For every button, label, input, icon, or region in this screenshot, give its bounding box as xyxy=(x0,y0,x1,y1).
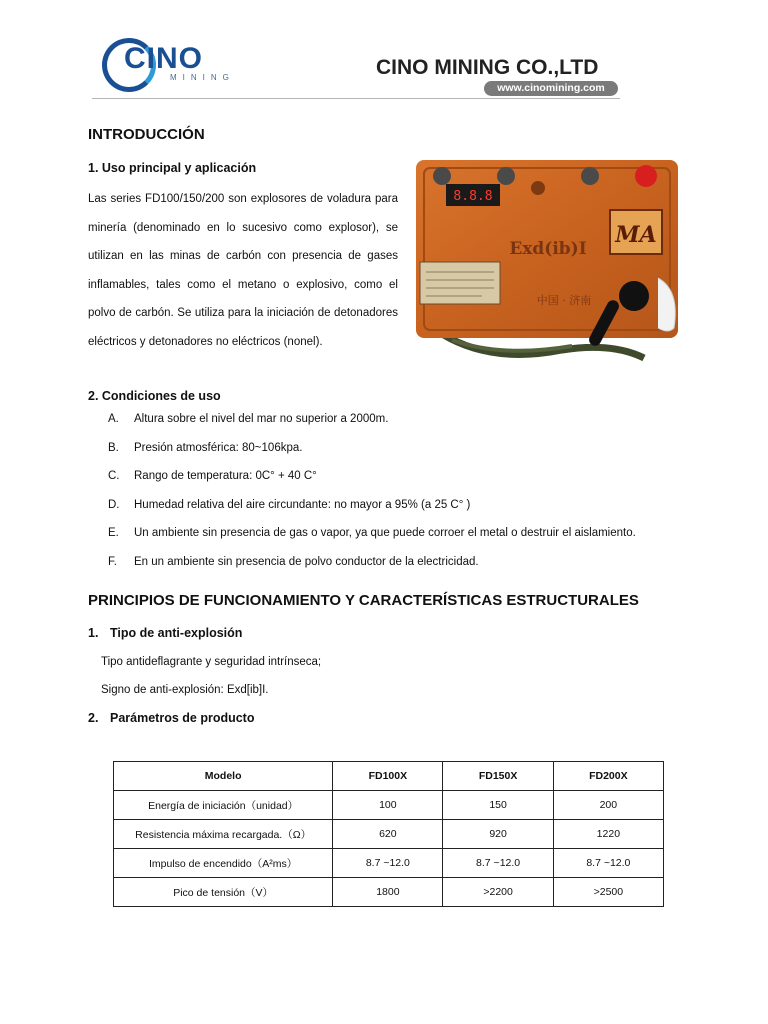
table-header-cell: FD100X xyxy=(333,762,443,791)
list-text: En un ambiente sin presencia de polvo conductor de la electricidad. xyxy=(134,555,479,568)
list-letter: E. xyxy=(108,527,119,539)
table-cell: 8.7 ~12.0 xyxy=(443,849,553,878)
subsection1-heading xyxy=(88,626,242,640)
list-letter: F. xyxy=(108,555,117,568)
explosion-type-text: Tipo antideflagrante y seguridad intrínseca; xyxy=(101,656,322,668)
explosion-sign-text: Signo de anti-explosión: Exd[ib]I. xyxy=(101,684,269,696)
table-cell: Impulso de encendido（A²ms） xyxy=(114,849,333,878)
list-text: Presión atmosférica: 80~106kpa. xyxy=(134,441,303,454)
subsection2-title: Parámetros de producto xyxy=(110,711,255,725)
table-cell: >2200 xyxy=(443,878,553,907)
table-cell: 8.7 ~12.0 xyxy=(553,849,663,878)
section1-heading: 1. Uso principal y aplicación xyxy=(88,161,257,175)
parameters-table xyxy=(113,761,664,907)
logo-subtext: MINING xyxy=(170,73,235,82)
list-letter: D. xyxy=(108,498,120,511)
section1-paragraph xyxy=(88,185,398,356)
table-cell: 620 xyxy=(333,820,443,849)
list-item xyxy=(108,470,317,482)
table-cell: 920 xyxy=(443,820,553,849)
table-cell: 1220 xyxy=(553,820,663,849)
ma-badge-text: MA xyxy=(615,222,657,248)
section1-text: Las series FD100/150/200 son explosores de voladura para minería (denominado en lo sucesivo como explosor), se utilizan en las minas de carbón con presencia de gases inflamables, tales como el metano o explosivo, como el polvo de carbón. Se utiliza para la iniciación de detonadores eléctricos y detonadores no eléctricos (nonel). xyxy=(88,193,398,348)
table-header-cell: FD200X xyxy=(553,762,663,791)
logo-text: CINO xyxy=(124,42,203,75)
subsection2-number: 2. xyxy=(88,711,99,725)
section2-heading: 2. Condiciones de uso xyxy=(88,389,221,403)
list-item xyxy=(108,556,479,568)
subsection1-title: Tipo de anti-explosión xyxy=(110,626,243,640)
table-row xyxy=(114,791,664,820)
subsection2-heading xyxy=(88,711,254,725)
table-header-cell: Modelo xyxy=(114,762,333,791)
list-text: Rango de temperatura: 0C° + 40 C° xyxy=(134,470,317,482)
table-header-row xyxy=(114,762,664,791)
principles-title: PRINCIPIOS DE FUNCIONAMIENTO Y CARACTERÍSTICAS ESTRUCTURALES xyxy=(88,592,639,609)
intro-title: INTRODUCCIÓN xyxy=(88,126,205,143)
website-link[interactable]: www.cinomining.com xyxy=(484,81,618,96)
table-cell: 8.7 ~12.0 xyxy=(333,849,443,878)
table-row xyxy=(114,878,664,907)
list-item xyxy=(108,527,636,539)
list-letter: B. xyxy=(108,441,119,454)
table-cell: 100 xyxy=(333,791,443,820)
table-cell: Energía de iniciación（unidad） xyxy=(114,791,333,820)
list-letter: A. xyxy=(108,413,119,425)
list-item xyxy=(108,413,388,425)
list-item xyxy=(108,442,302,454)
subsection1-number: 1. xyxy=(88,626,99,640)
table-cell: 150 xyxy=(443,791,553,820)
table-cell: Resistencia máxima recargada.（Ω） xyxy=(114,820,333,849)
list-letter: C. xyxy=(108,470,120,482)
table-cell: 1800 xyxy=(333,878,443,907)
list-text: Un ambiente sin presencia de gas o vapor, ya que puede corroer el metal o destruir el aislamiento. xyxy=(134,527,636,539)
company-name: CINO MINING CO.,LTD xyxy=(376,56,599,79)
ex-marking-text: Exd(ib)I xyxy=(509,239,587,259)
table-row xyxy=(114,820,664,849)
list-text: Humedad relativa del aire circundante: no mayor a 95% (a 25 C° ) xyxy=(134,498,471,511)
table-cell: >2500 xyxy=(553,878,663,907)
list-item xyxy=(108,499,470,511)
table-row xyxy=(114,849,664,878)
table-cell: 200 xyxy=(553,791,663,820)
list-text: Altura sobre el nivel del mar no superior a 2000m. xyxy=(134,413,389,425)
table-header-cell: FD150X xyxy=(443,762,553,791)
device-display-readout: 8.8.8 xyxy=(453,189,493,204)
header-divider xyxy=(92,98,620,99)
origin-text: 中国 · 济南 xyxy=(536,294,592,307)
table-cell: Pico de tensión（V） xyxy=(114,878,333,907)
blasting-machine-photo xyxy=(412,158,684,364)
